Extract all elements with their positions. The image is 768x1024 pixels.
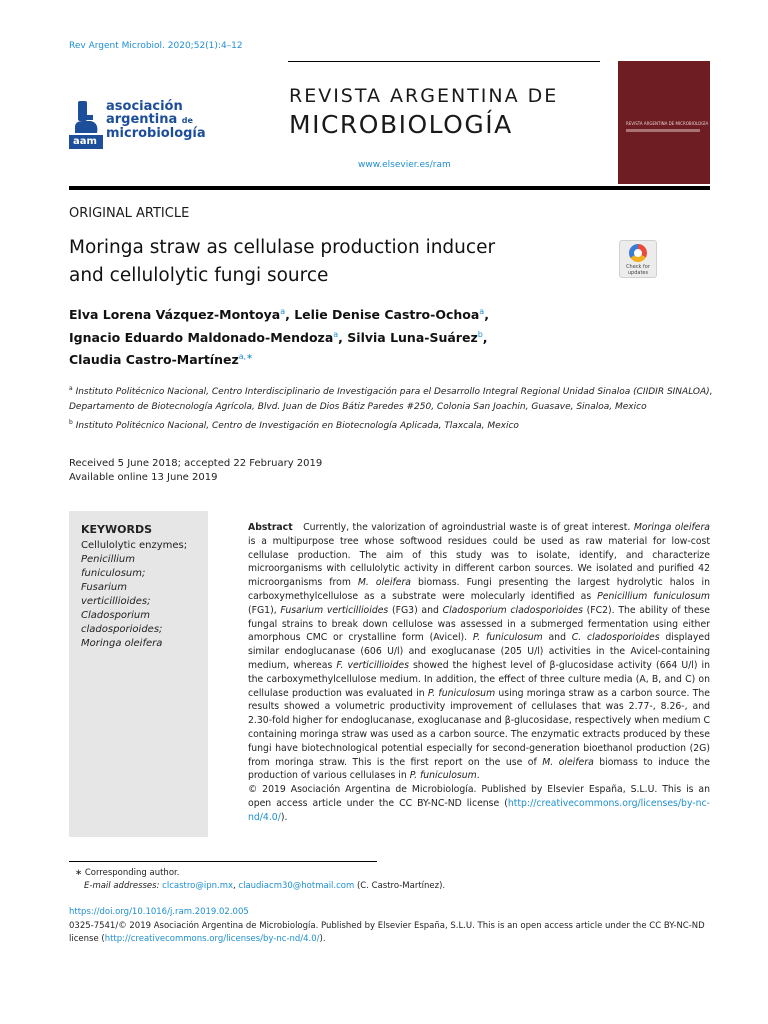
- journal-name-line-2: MICROBIOLOGÍA: [289, 110, 513, 139]
- check-for-updates-button[interactable]: [619, 240, 657, 278]
- aam-logo: [69, 99, 209, 151]
- rights-statement: 0325-7541/© 2019 Asociación Argentina de Microbiología. Published by Elsevier España, S.L.U. This is an open access article under the CC BY-NC-ND license (http://creativecommons.org/licenses/by-nc-nd/4.0/).: [69, 921, 705, 944]
- check-updates-label: Check for updates: [626, 264, 650, 276]
- author-line-3: Claudia Castro-Martínez$^{a,∗}$: [69, 352, 253, 368]
- header-thick-rule: [69, 186, 710, 190]
- footnote-rule: [69, 861, 377, 862]
- abstract-text: and: [542, 632, 572, 644]
- author-line-2: Ignacio Eduardo Maldonado-Mendoza$^a$, Silvia Luna-Suárez$^b$,: [69, 329, 488, 345]
- keyword-item: Fusarium: [81, 582, 127, 593]
- keywords-box: [69, 511, 208, 837]
- author-name[interactable]: Claudia Castro-Martínez: [69, 352, 239, 368]
- keywords-list: [81, 539, 187, 651]
- keyword-item: cladosporioides;: [81, 624, 163, 635]
- species-name: P. funiculosum: [409, 770, 477, 782]
- keyword-item: Moringa oleifera: [81, 638, 163, 649]
- article-type: ORIGINAL ARTICLE: [69, 206, 190, 221]
- author-line-1: Elva Lorena Vázquez-Montoya$^a$, Lelie Denise Castro-Ochoa$^a$,: [69, 307, 489, 323]
- header-rule: [288, 61, 600, 62]
- species-name: F. verticillioides: [336, 659, 409, 671]
- abstract-text: Currently, the valorization of agroindustrial waste is of great interest.: [303, 522, 634, 533]
- affiliation-a: $^a$ Instituto Politécnico Nacional, Centro Interdisciplinario de Investigación para el Desarrollo Integral Regional Unidad Sinaloa (CIIDIR SINALOA), Departamento de Biotecnología Agrícola, Blvd. Juan de Dios Bátiz Paredes #250, Colonia San Joachin, Guasave, Sinaloa, Mexico: [69, 385, 713, 412]
- check-updates-icon: [629, 244, 647, 262]
- license-link-footer[interactable]: http://creativecommons.org/licenses/by-nc-nd/4.0/: [104, 934, 320, 944]
- abstract-text: biomass. Fungi presenting the largest hydrolytic halos in carboxymethylcellulose as a substrate were molecularly identified as: [248, 577, 710, 602]
- abstract-text: (FC2). The ability of these fungal strains to break down cellulose was assessed in a submerged fermentation using either amorphous CMC or crystalline form (Avicel).: [248, 604, 710, 644]
- author-name[interactable]: Elva Lorena Vázquez-Montoya: [69, 307, 281, 323]
- affiliation-b: $^b$ Instituto Politécnico Nacional, Centro de Investigación en Biotecnología Aplicada, Tlaxcala, Mexico: [69, 419, 519, 431]
- corresponding-note: ∗ Corresponding author.: [75, 868, 180, 878]
- journal-url-link[interactable]: www.elsevier.es/ram: [358, 160, 451, 170]
- abstract-text: is a multipurpose tree whose softwood residues could be used as raw material for low-cost cellulase production. The aim of this study was to isolate, identify, and characterize microorganisms with cellulolytic activity in different carbon sources. We isolated and purified 42 microorganisms from: [248, 535, 710, 589]
- abstract-text: using moringa straw as a carbon source. The results showed a volumetric productivity improvement of cellulases that was 2.77-, 8.26-, and 2.30-fold higher for endoglucanase, exoglucanase and β-glucosidase, respectively when medium C containing moringa straw was used as a carbon source. The enzymatic extracts produced by these fungi have biotechnological potential especially for second-generation bioethanol production (2G) from moringa straw. This is the first report on the use of: [248, 687, 710, 768]
- keyword-item: Penicillium: [81, 554, 135, 565]
- species-name: Fusarium verticillioides: [280, 604, 389, 616]
- received-date: Received 5 June 2018; accepted 22 February 2019: [69, 458, 323, 469]
- author-name[interactable]: Silvia Luna-Suárez: [347, 329, 478, 345]
- abstract-text: showed the highest level of β-glucosidase activity (664 U/l) in the carboxymethylcellulose medium. In addition, the effect of three culture media (A, B, and C) on cellulase production was evaluated in: [248, 659, 710, 699]
- title-line-2: and cellulolytic fungi source: [69, 265, 329, 286]
- title-line-1: Moringa straw as cellulase production inducer: [69, 237, 496, 258]
- keywords-title: KEYWORDS: [81, 523, 153, 536]
- species-name: M. oleifera: [357, 577, 411, 589]
- author-name[interactable]: Ignacio Eduardo Maldonado-Mendoza: [69, 329, 334, 345]
- keyword-item: Cellulolytic enzymes;: [81, 540, 188, 551]
- abstract: Abstract Currently, the valorization of agroindustrial waste is of great interest. Moringa oleifera is a multipurpose tree whose softwood residues could be used as raw material for low-cost cellulase production. The aim of this study was to isolate, identify, and characterize microorganisms with cellulolytic activity in different carbon sources. We isolated and purified 42 microorganisms from M. oleifera biomass. Fungi presenting the largest hydrolytic halos in carboxymethylcellulose as a substrate were molecularly identified as Penicillium funiculosum (FG1), Fusarium verticillioides (FG3) and Cladosporium cladosporioides (FC2). The ability of these fungal strains to break down cellulose was assessed in a submerged fermentation using either amorphous CMC or crystalline form (Avicel). P. funiculosum and C. cladosporioides displayed similar endoglucanase (606 U/l) and exoglucanase (205 U/l) activities in the Avicel-containing medium, whereas F. verticillioides showed the highest level of β-glucosidase activity (664 U/l) in the carboxymethylcellulose medium. In addition, the effect of three culture media (A, B, and C) on cellulase production was evaluated in P. funiculosum using moringa straw as a carbon source. The results showed a volumetric productivity improvement of cellulases that was 2.77-, 8.26-, and 2.30-fold higher for endoglucanase, exoglucanase and β-glucosidase, respectively when medium C containing moringa straw was used as a carbon source. The enzymatic extracts produced by these fungi have biotechnological potential especially for second-generation bioethanol production (2G) from moringa straw. This is the first report on the use of M. oleifera biomass to induce the production of various cellulases in P. funiculosum. © 2019 Asociación Argentina de Microbiología. Published by Elsevier España, S.L.U. This is an open access article under the CC BY-NC-ND license (http://creativecommons.org/licenses/by-nc-nd/4.0/).: [248, 522, 711, 823]
- abstract-text: biomass to induce the production of various cellulases in: [248, 756, 710, 782]
- license-link[interactable]: http://creativecommons.org/licenses/by-nc-nd/4.0/: [248, 797, 710, 823]
- email-link[interactable]: claudiacm30@hotmail.com: [238, 881, 355, 891]
- logo-line-3: microbiología: [106, 126, 206, 141]
- abstract-text: displayed similar endoglucanase (606 U/l) and exoglucanase (205 U/l) activities in the Avicel-containing medium, whereas: [248, 632, 710, 671]
- cover-title: REVISTA ARGENTINA DE MICROBIOLOGÍA: [626, 121, 709, 126]
- keyword-item: verticillioides;: [81, 596, 151, 607]
- keyword-item: Cladosporium: [81, 610, 150, 621]
- species-name: P. funiculosum: [472, 632, 543, 644]
- abstract-text: (FG3) and: [388, 604, 443, 616]
- abstract-body: [248, 522, 710, 781]
- species-name: P. funiculosum: [427, 687, 496, 699]
- doi-link[interactable]: https://doi.org/10.1016/j.ram.2019.02.005: [69, 907, 249, 917]
- affiliations: [69, 381, 714, 434]
- article-title: [69, 234, 589, 290]
- abstract-text: (FG1),: [248, 604, 281, 616]
- abstract-copyright: © 2019 Asociación Argentina de Microbiología. Published by Elsevier España, S.L.U. This is an open access article under the CC BY-NC-ND license (: [248, 784, 710, 809]
- online-date: Available online 13 June 2019: [69, 472, 218, 483]
- journal-name-line-1: REVISTA ARGENTINA DE: [289, 85, 559, 107]
- email-link[interactable]: clcastro@ipn.mx: [162, 881, 234, 891]
- species-name: Penicillium funiculosum: [597, 590, 710, 602]
- article-dates: [69, 457, 322, 485]
- logo-wordmark: [106, 100, 206, 140]
- email-line: E-mail addresses: clcastro@ipn.mx, claudiacm30@hotmail.com (C. Castro-Martínez).: [84, 881, 446, 891]
- logo-badge-text: aam: [73, 136, 97, 147]
- species-name: M. oleifera: [542, 756, 594, 768]
- species-name: Cladosporium cladosporioides: [442, 604, 583, 616]
- logo-line-2: argentina de: [106, 112, 193, 127]
- species-name: C. cladosporioides: [571, 632, 660, 644]
- abstract-label: Abstract: [248, 522, 293, 533]
- journal-citation: Rev Argent Microbiol. 2020;52(1):4–12: [69, 41, 243, 51]
- abstract-text: .: [476, 770, 480, 782]
- logo-line-1: asociación: [106, 99, 183, 114]
- keyword-item: funiculosum;: [81, 568, 146, 579]
- author-name[interactable]: Lelie Denise Castro-Ochoa: [294, 307, 480, 323]
- journal-cover-image: [618, 61, 710, 184]
- cover-stripe: [626, 129, 700, 132]
- species-name: Moringa oleifera: [633, 522, 711, 533]
- author-list: [69, 302, 669, 370]
- footnote: [75, 867, 445, 893]
